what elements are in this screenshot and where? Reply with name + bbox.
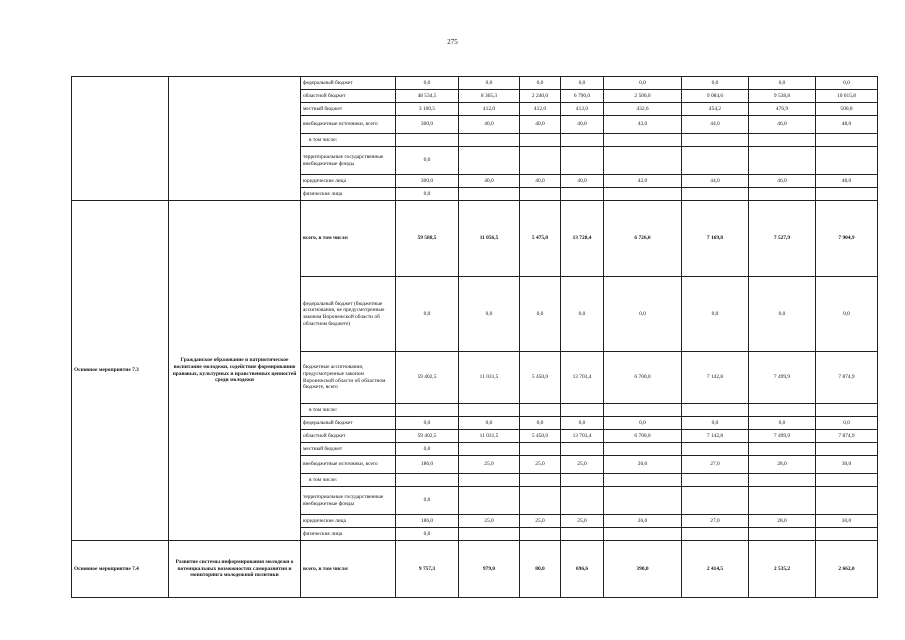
amount-cell — [520, 487, 561, 515]
amount-cell: 11 031,5 — [459, 352, 520, 404]
budget-table — [71, 76, 878, 598]
funding-source-label: федеральный бюджет — [301, 77, 396, 90]
event-title-cell: Развитие системы информирования молодежи о потенциальных возможностях саморазвития и мониторинга молодежной политики — [169, 541, 301, 598]
amount-cell — [604, 443, 682, 456]
amount-cell — [459, 528, 520, 541]
amount-cell: 7 169,8 — [682, 201, 749, 277]
amount-cell: 0,0 — [396, 443, 459, 456]
amount-cell: 11 056,5 — [459, 201, 520, 277]
funding-source-label: в том числе: — [301, 404, 396, 417]
amount-cell: 0,0 — [396, 188, 459, 201]
amount-cell: 26,0 — [604, 456, 682, 474]
amount-cell — [604, 487, 682, 515]
amount-cell: 0,0 — [396, 147, 459, 175]
amount-cell — [604, 147, 682, 175]
amount-cell — [816, 443, 878, 456]
funding-source-label: физические лица — [301, 528, 396, 541]
amount-cell: 6 700,0 — [604, 430, 682, 443]
amount-cell — [604, 188, 682, 201]
amount-cell: 48 534,5 — [396, 90, 459, 103]
amount-cell — [459, 134, 520, 147]
amount-cell: 979,0 — [459, 541, 520, 598]
amount-cell: 13 728,4 — [561, 201, 604, 277]
amount-cell: 25,0 — [459, 515, 520, 528]
funding-source-label: территориальные государственные внебюджетные фонды — [301, 147, 396, 175]
amount-cell: 11 031,5 — [459, 430, 520, 443]
funding-source-label: в том числе: — [301, 474, 396, 487]
amount-cell: 0,0 — [520, 417, 561, 430]
amount-cell: 186,0 — [396, 515, 459, 528]
amount-cell: 40,0 — [561, 116, 604, 134]
amount-cell: 300,0 — [396, 175, 459, 188]
amount-cell: 2 535,2 — [749, 541, 816, 598]
amount-cell: 42,0 — [604, 175, 682, 188]
amount-cell: 40,0 — [520, 175, 561, 188]
amount-cell — [396, 474, 459, 487]
funding-source-label: территориальные государственные внебюджетные фонды — [301, 487, 396, 515]
amount-cell: 2 500,0 — [604, 90, 682, 103]
amount-cell: 26,0 — [604, 515, 682, 528]
event-label-cell: Основное мероприятие 7.3 — [72, 201, 169, 541]
amount-cell: 0,0 — [459, 277, 520, 352]
amount-cell — [520, 474, 561, 487]
amount-cell: 0,0 — [749, 77, 816, 90]
amount-cell: 9 084,6 — [682, 90, 749, 103]
amount-cell — [520, 134, 561, 147]
funding-source-label: всего, в том числе: — [301, 201, 396, 277]
amount-cell — [749, 147, 816, 175]
amount-cell: 40,0 — [459, 116, 520, 134]
amount-cell: 5 450,0 — [520, 430, 561, 443]
amount-cell: 30,0 — [816, 456, 878, 474]
amount-cell — [816, 528, 878, 541]
amount-cell: 0,0 — [749, 277, 816, 352]
amount-cell: 2 240,0 — [520, 90, 561, 103]
amount-cell: 40,0 — [520, 116, 561, 134]
amount-cell: 0,0 — [682, 77, 749, 90]
amount-cell: 7 499,9 — [749, 352, 816, 404]
amount-cell — [604, 528, 682, 541]
funding-source-label: в том числе: — [301, 134, 396, 147]
amount-cell: 25,0 — [459, 456, 520, 474]
event-title-cell — [169, 77, 301, 201]
amount-cell: 44,0 — [682, 175, 749, 188]
amount-cell: 44,0 — [682, 116, 749, 134]
amount-cell: 48,0 — [816, 116, 878, 134]
amount-cell: 0,0 — [604, 277, 682, 352]
amount-cell — [749, 528, 816, 541]
amount-cell — [561, 474, 604, 487]
amount-cell — [459, 147, 520, 175]
amount-cell — [520, 528, 561, 541]
amount-cell — [520, 404, 561, 417]
amount-cell: 0,0 — [682, 417, 749, 430]
amount-cell: 390,0 — [604, 541, 682, 598]
amount-cell: 25,0 — [520, 456, 561, 474]
amount-cell — [561, 188, 604, 201]
amount-cell: 476,9 — [749, 103, 816, 116]
amount-cell: 7 142,8 — [682, 352, 749, 404]
amount-cell — [604, 474, 682, 487]
amount-cell: 28,0 — [749, 456, 816, 474]
amount-cell: 30,0 — [816, 515, 878, 528]
amount-cell: 5 475,0 — [520, 201, 561, 277]
amount-cell: 6 790,0 — [561, 90, 604, 103]
amount-cell: 7 499,9 — [749, 430, 816, 443]
amount-cell — [682, 528, 749, 541]
event-label-cell — [72, 77, 169, 201]
amount-cell: 2 414,5 — [682, 541, 749, 598]
amount-cell: 40,0 — [459, 175, 520, 188]
amount-cell: 7 142,8 — [682, 430, 749, 443]
amount-cell — [459, 188, 520, 201]
amount-cell: 0,0 — [749, 417, 816, 430]
funding-source-label: местный бюджет — [301, 443, 396, 456]
funding-source-label: областной бюджет — [301, 90, 396, 103]
amount-cell: 59 588,5 — [396, 201, 459, 277]
amount-cell — [520, 443, 561, 456]
amount-cell: 8 365,3 — [459, 90, 520, 103]
amount-cell — [459, 474, 520, 487]
amount-cell: 432,6 — [604, 103, 682, 116]
amount-cell: 0,0 — [520, 277, 561, 352]
amount-cell — [816, 404, 878, 417]
amount-cell — [816, 147, 878, 175]
amount-cell — [604, 404, 682, 417]
amount-cell — [459, 443, 520, 456]
amount-cell: 0,0 — [604, 417, 682, 430]
amount-cell: 0,0 — [459, 417, 520, 430]
amount-cell: 5 450,0 — [520, 352, 561, 404]
amount-cell: 500,8 — [816, 103, 878, 116]
amount-cell — [749, 443, 816, 456]
amount-cell: 13 703,4 — [561, 430, 604, 443]
amount-cell: 6 700,0 — [604, 352, 682, 404]
amount-cell — [396, 134, 459, 147]
amount-cell: 300,0 — [396, 116, 459, 134]
amount-cell: 25,0 — [561, 456, 604, 474]
amount-cell: 0,0 — [561, 417, 604, 430]
amount-cell — [682, 188, 749, 201]
amount-cell: 7 874,9 — [816, 352, 878, 404]
funding-source-label: юридические лица — [301, 515, 396, 528]
amount-cell: 0,0 — [396, 528, 459, 541]
amount-cell: 0,0 — [816, 277, 878, 352]
amount-cell — [561, 528, 604, 541]
event-label-cell: Основное мероприятие 7.4 — [72, 541, 169, 598]
amount-cell: 3 100,5 — [396, 103, 459, 116]
amount-cell: 412,0 — [561, 103, 604, 116]
amount-cell: 80,0 — [520, 541, 561, 598]
amount-cell — [682, 134, 749, 147]
amount-cell — [749, 474, 816, 487]
amount-cell — [816, 474, 878, 487]
table-row — [72, 541, 878, 598]
amount-cell: 25,0 — [520, 515, 561, 528]
amount-cell: 0,0 — [816, 77, 878, 90]
funding-source-label: внебюджетные источники, всего — [301, 116, 396, 134]
table-row — [72, 201, 878, 277]
amount-cell: 0,0 — [396, 277, 459, 352]
amount-cell: 186,0 — [396, 456, 459, 474]
amount-cell: 2 662,0 — [816, 541, 878, 598]
amount-cell: 0,0 — [561, 77, 604, 90]
amount-cell — [749, 134, 816, 147]
amount-cell — [561, 487, 604, 515]
amount-cell: 0,0 — [396, 77, 459, 90]
amount-cell: 59 402,5 — [396, 430, 459, 443]
amount-cell — [682, 404, 749, 417]
amount-cell: 7 527,9 — [749, 201, 816, 277]
amount-cell: 0,0 — [682, 277, 749, 352]
amount-cell: 28,0 — [749, 515, 816, 528]
amount-cell: 46,0 — [749, 175, 816, 188]
amount-cell — [749, 404, 816, 417]
amount-cell — [749, 188, 816, 201]
funding-source-label: физические лица — [301, 188, 396, 201]
amount-cell: 13 703,4 — [561, 352, 604, 404]
amount-cell: 0,0 — [561, 277, 604, 352]
amount-cell — [816, 487, 878, 515]
amount-cell — [396, 404, 459, 417]
amount-cell: 25,0 — [561, 515, 604, 528]
funding-source-label: юридические лица — [301, 175, 396, 188]
amount-cell: 0,0 — [396, 487, 459, 515]
amount-cell — [520, 188, 561, 201]
page-number: 275 — [447, 38, 458, 46]
amount-cell — [520, 147, 561, 175]
amount-cell — [459, 487, 520, 515]
funding-source-label: внебюджетные источники, всего — [301, 456, 396, 474]
amount-cell — [604, 134, 682, 147]
amount-cell — [749, 487, 816, 515]
amount-cell — [561, 443, 604, 456]
amount-cell: 59 402,5 — [396, 352, 459, 404]
amount-cell: 454,2 — [682, 103, 749, 116]
amount-cell: 0,0 — [520, 77, 561, 90]
amount-cell: 7 874,9 — [816, 430, 878, 443]
amount-cell: 48,0 — [816, 175, 878, 188]
amount-cell — [561, 134, 604, 147]
amount-cell — [459, 404, 520, 417]
amount-cell: 27,0 — [682, 515, 749, 528]
amount-cell — [682, 474, 749, 487]
amount-cell: 0,0 — [396, 417, 459, 430]
amount-cell — [561, 404, 604, 417]
amount-cell: 42,0 — [604, 116, 682, 134]
amount-cell — [816, 188, 878, 201]
amount-cell: 6 726,0 — [604, 201, 682, 277]
amount-cell: 412,0 — [520, 103, 561, 116]
table-row — [72, 77, 878, 90]
amount-cell: 0,0 — [459, 77, 520, 90]
amount-cell: 9 757,3 — [396, 541, 459, 598]
amount-cell — [561, 147, 604, 175]
amount-cell — [682, 487, 749, 515]
amount-cell: 9 538,8 — [749, 90, 816, 103]
amount-cell: 46,0 — [749, 116, 816, 134]
funding-source-label: местный бюджет — [301, 103, 396, 116]
funding-source-label: бюджетные ассигнования, предусмотренные законом Воронежской области об областном бюджете, всего — [301, 352, 396, 404]
amount-cell — [682, 147, 749, 175]
amount-cell — [816, 134, 878, 147]
amount-cell: 0,0 — [816, 417, 878, 430]
amount-cell: 40,0 — [561, 175, 604, 188]
amount-cell — [682, 443, 749, 456]
amount-cell: 412,0 — [459, 103, 520, 116]
amount-cell: 10 015,8 — [816, 90, 878, 103]
event-title-cell: Гражданское образование и патриотическое воспитание молодежи, содействие формированию правовых, культурных и нравственных ценностей среди молодежи — [169, 201, 301, 541]
amount-cell: 696,6 — [561, 541, 604, 598]
table-body — [72, 77, 878, 598]
funding-source-label: федеральный бюджет — [301, 417, 396, 430]
amount-cell: 0,0 — [604, 77, 682, 90]
funding-source-label: федеральный бюджет (бюджетные ассигнования, не предусмотренные законом Воронежской области об областном бюджете) — [301, 277, 396, 352]
funding-source-label: всего, в том числе: — [301, 541, 396, 598]
funding-source-label: областной бюджет — [301, 430, 396, 443]
amount-cell: 7 904,9 — [816, 201, 878, 277]
amount-cell: 27,0 — [682, 456, 749, 474]
